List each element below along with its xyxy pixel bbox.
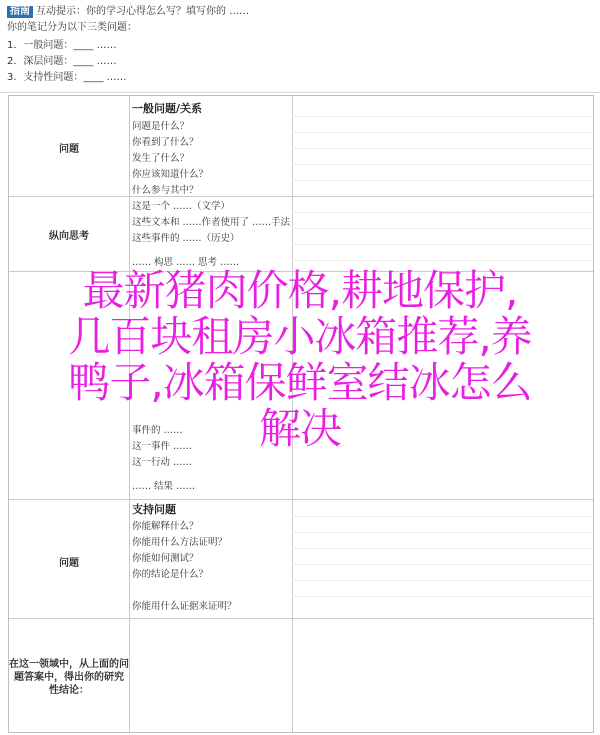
question-row: 什么参与其中？	[132, 185, 199, 196]
question-row: 你能用什么证据来证明？	[132, 601, 237, 612]
headline-line: 解决	[258, 404, 341, 453]
guide-line-4: 2．深层问题：____ ……	[7, 56, 117, 67]
question-row: 这是一个 ……（文学）	[132, 201, 231, 212]
question-row: 你能用什么方法证明？	[132, 537, 228, 548]
question-row: 你的结论是什么？	[132, 569, 209, 580]
question-row: 事件的 ……	[132, 425, 183, 436]
question-row: 这些文本和 ……作者使用了 ……手法	[132, 217, 291, 228]
guide-text-1: 互动提示：你的学习心得怎么写？填写你的 ……	[36, 6, 250, 17]
guide-line-1	[7, 6, 249, 18]
guide-line-3: 1．一般问题：____ ……	[7, 40, 117, 51]
row-divider	[9, 618, 593, 619]
headline-line: 最新猪肉价格,耕地保护,	[82, 266, 518, 315]
summary-label-line: 在这一领域中，从上面的问	[9, 659, 129, 670]
question-row: …… 构思 …… 思考 ……	[132, 257, 240, 268]
guide-line-2: 你的笔记分为以下三类问题：	[7, 22, 137, 33]
hint-tag: 指南	[7, 6, 33, 18]
question-row: 问题是什么？	[132, 121, 190, 132]
question-row: …… 结果 ……	[132, 481, 196, 492]
question-row: 你能如何测试？	[132, 553, 199, 564]
question-row: 你能解释什么？	[132, 521, 199, 532]
row-divider	[9, 196, 593, 197]
summary-label-line: 性结论：	[49, 685, 89, 696]
section-label-problem: 问题	[59, 558, 79, 569]
headline-line: 几百块租房小冰箱推荐,养	[68, 312, 532, 361]
question-row: 发生了什么？	[132, 153, 190, 164]
section-header-support: 支持问题	[132, 503, 176, 516]
question-row: 这一行动 ……	[132, 457, 193, 468]
section-label-problem: 问题	[59, 144, 79, 155]
summary-label-line: 题答案中，得出你的研究	[14, 672, 124, 683]
question-row: 你应该知道什么？	[132, 169, 209, 180]
section-header-general: 一般问题/关系	[132, 102, 203, 115]
question-row: 这些事件的 ……（历史）	[132, 233, 240, 244]
section-label-summary	[9, 658, 129, 697]
guide-line-5: 3．支持性问题：____ ……	[7, 72, 127, 83]
question-row: 你看到了什么？	[132, 137, 199, 148]
headline-line: 鸭子,冰箱保鲜室结冰怎么	[68, 358, 532, 407]
section-label-reflect: 纵向思考	[49, 231, 89, 242]
question-row: 这一事件 ……	[132, 441, 193, 452]
row-divider	[9, 499, 593, 500]
guide-header	[0, 0, 600, 93]
headline-overlay	[0, 268, 600, 452]
